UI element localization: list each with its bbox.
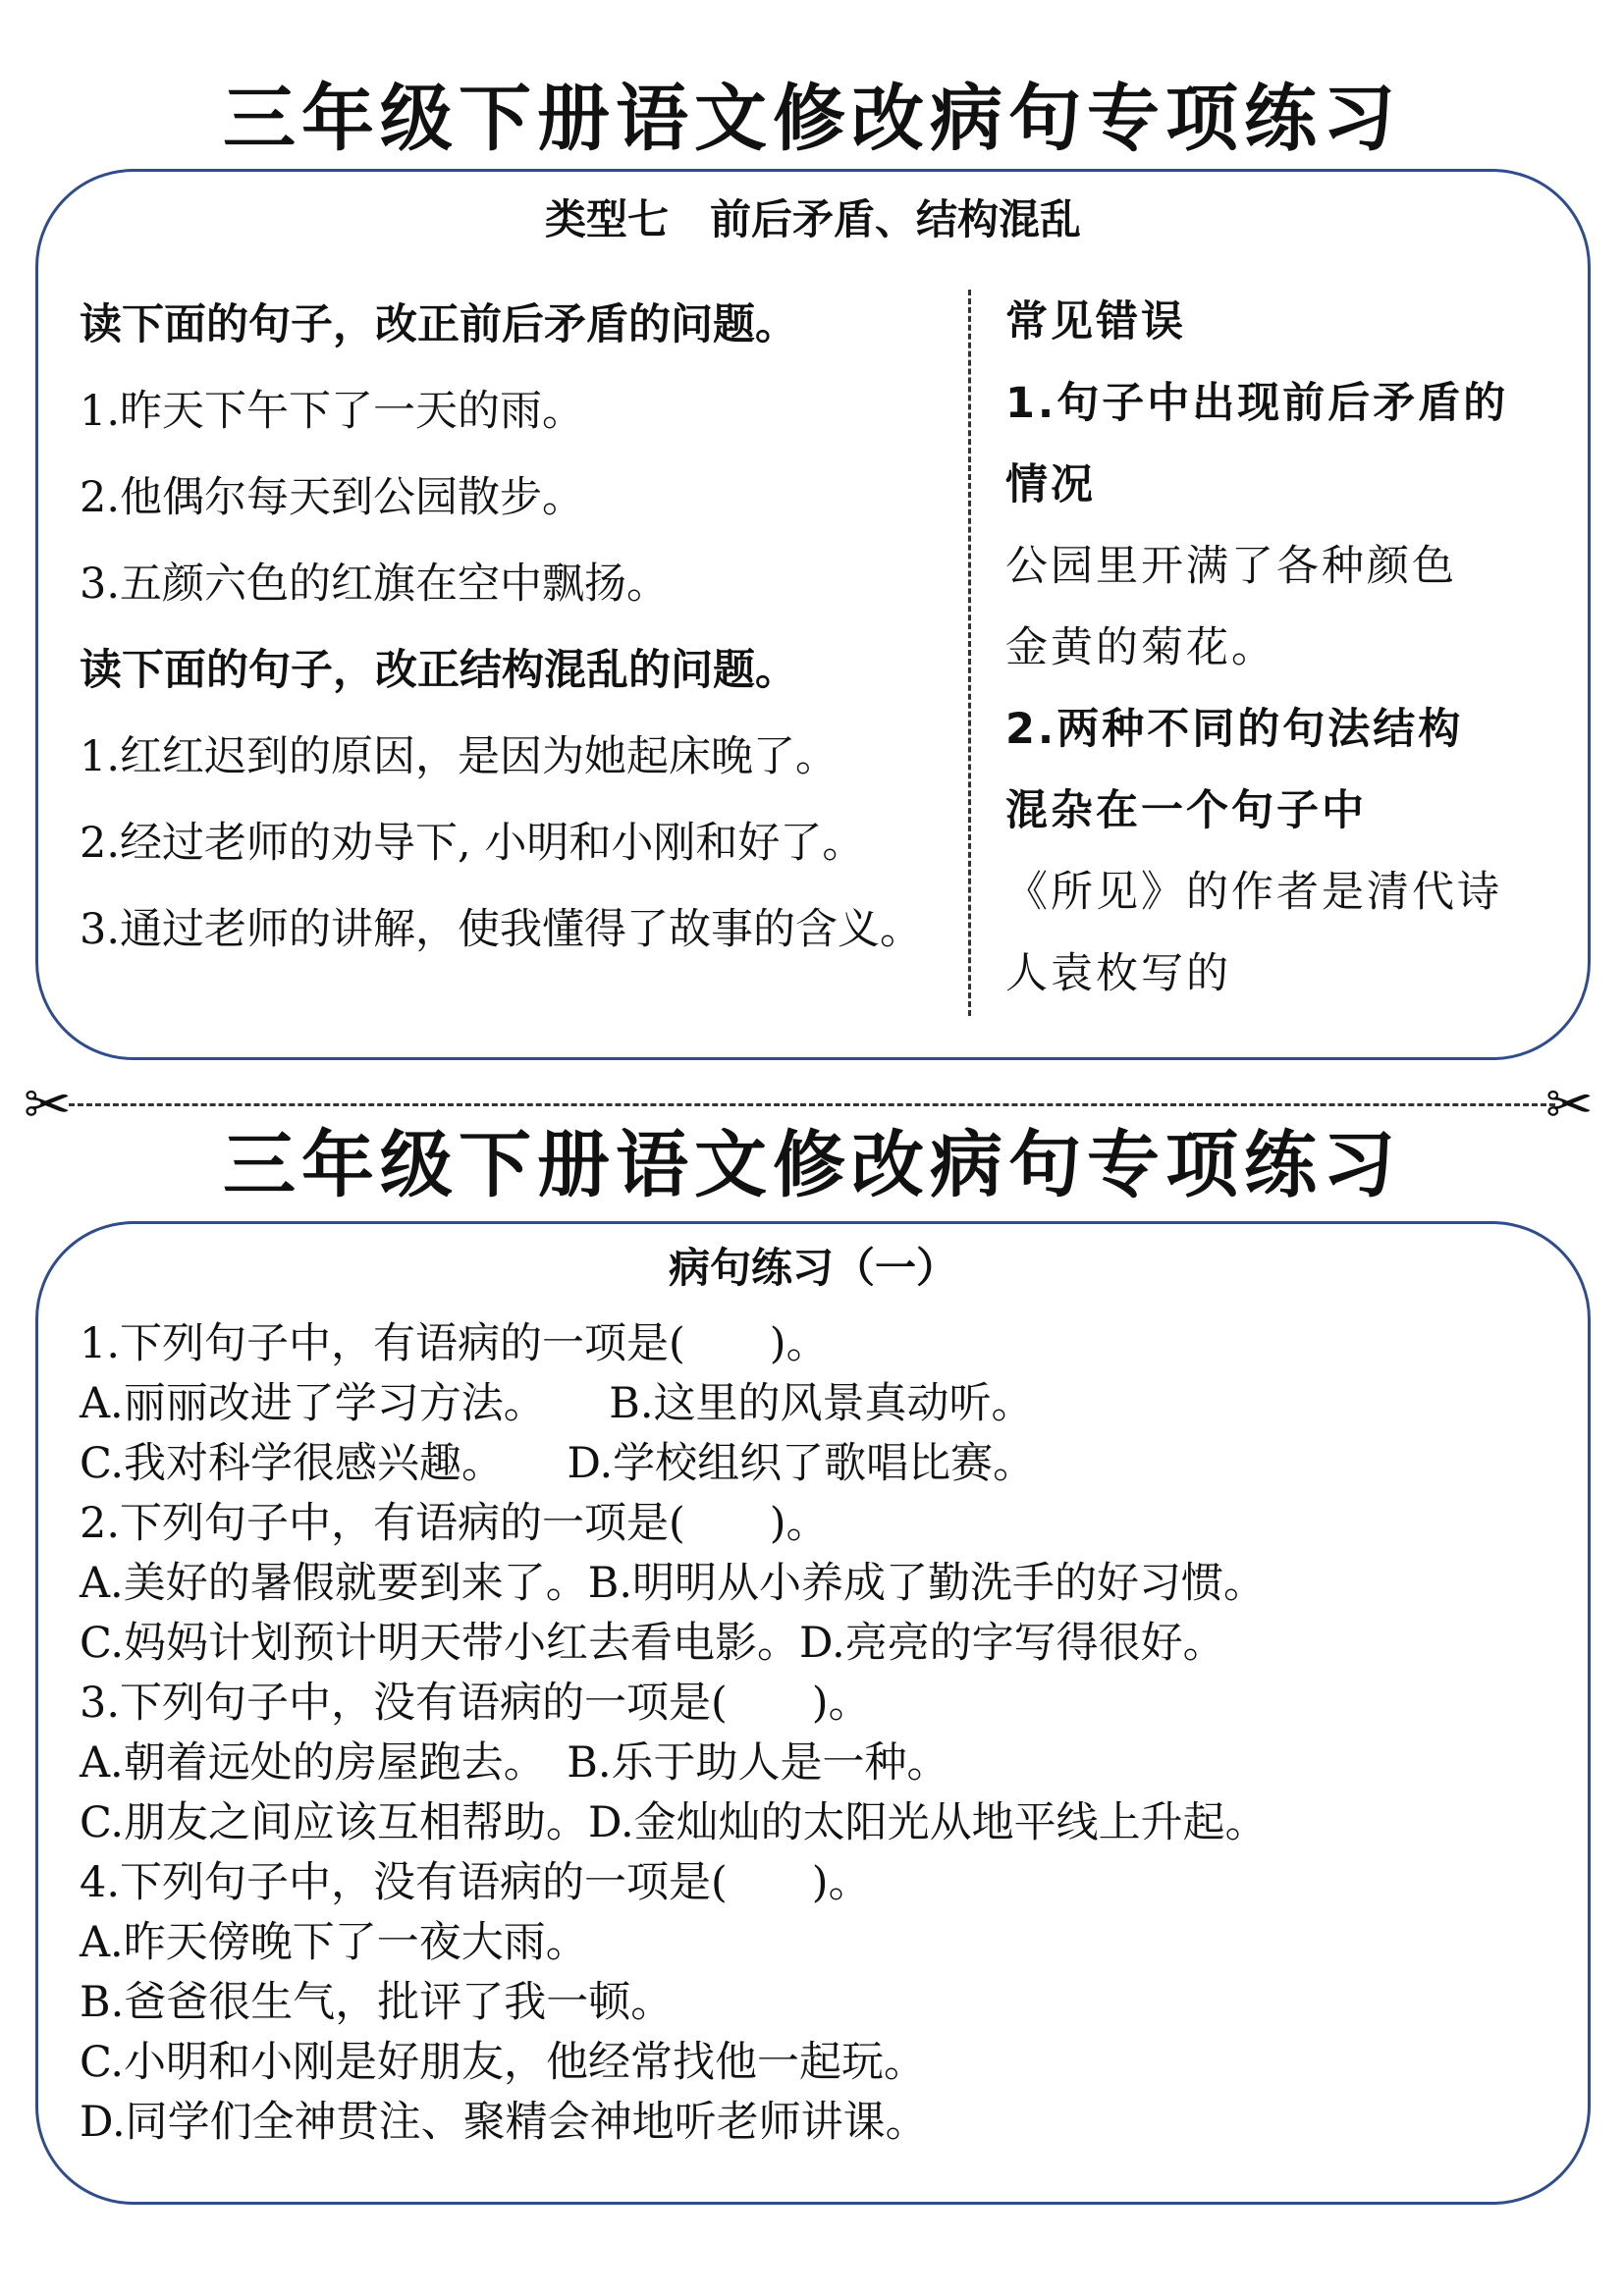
option-line: B.爸爸很生气，批评了我一顿。: [80, 1978, 674, 2027]
page-title-bottom: 三年级下册语文修改病句专项练习: [223, 1123, 1401, 1207]
scissors-icon: ✂: [1545, 1071, 1594, 1138]
option-line: C.朋友之间应该互相帮助。D.金灿灿的太阳光从地平线上升起。: [80, 1798, 1268, 1847]
cut-line: [69, 1103, 1555, 1106]
option-line: C.我对科学很感兴趣。 D.学校组织了歌唱比赛。: [80, 1439, 1036, 1488]
sentence-item: 2.他偶尔每天到公园散步。: [80, 473, 585, 522]
option-line: C.小明和小刚是好朋友，他经常找他一起玩。: [80, 2038, 927, 2087]
common-errors-heading: 常见错误: [1005, 297, 1186, 347]
error-point-1: 1.句子中出现前后矛盾的: [1005, 379, 1509, 428]
sentence-item: 3.五颜六色的红旗在空中飘扬。: [80, 560, 670, 609]
question-line: 3.下列句子中，没有语病的一项是( )。: [80, 1679, 871, 1728]
question-line: 4.下列句子中，没有语病的一项是( )。: [80, 1858, 871, 1907]
option-line: A.朝着远处的房屋跑去。 B.乐于助人是一种。: [80, 1738, 949, 1788]
error-point-2: 2.两种不同的句法结构: [1005, 705, 1464, 754]
scissors-icon: ✂: [24, 1071, 72, 1138]
sentence-item: 1.红红迟到的原因，是因为她起床晚了。: [80, 732, 839, 781]
error-example-1-cont: 金黄的菊花。: [1005, 623, 1276, 672]
error-point-2-cont: 混杂在一个句子中: [1005, 786, 1367, 835]
error-example-1: 公园里开满了各种颜色: [1005, 542, 1457, 591]
left-exercise-column: [80, 282, 993, 973]
option-line: C.妈妈计划预计明天带小红去看电影。D.亮亮的字写得很好。: [80, 1619, 1225, 1668]
question-list: [80, 1314, 1572, 2153]
exercise-card-type-seven: [35, 169, 1591, 1060]
common-errors-column: [1005, 282, 1575, 1015]
option-line: D.同学们全神贯注、聚精会神地听老师讲课。: [80, 2098, 928, 2147]
sentence-item: 2.经过老师的劝导下, 小明和小刚和好了。: [80, 819, 865, 868]
option-line: A.昨天傍晚下了一夜大雨。: [80, 1918, 588, 1967]
option-line: A.丽丽改进了学习方法。 B.这里的风景真动听。: [80, 1379, 1034, 1428]
exercise-card-practice-one: [35, 1221, 1591, 2205]
heading-structure: 读下面的句子，改正结构混乱的问题。: [80, 646, 797, 695]
question-line: 2.下列句子中，有语病的一项是( )。: [80, 1499, 829, 1548]
page-title-top: 三年级下册语文修改病句专项练习: [223, 77, 1401, 161]
column-divider: [968, 290, 971, 1016]
error-point-1-cont: 情况: [1005, 460, 1096, 509]
sentence-item: 1.昨天下午下了一天的雨。: [80, 387, 585, 436]
section-subtitle-practice: 病句练习（一）: [668, 1244, 957, 1292]
error-example-2: 《所见》的作者是清代诗: [1005, 868, 1502, 917]
option-line: A.美好的暑假就要到来了。B.明明从小养成了勤洗手的好习惯。: [80, 1559, 1266, 1608]
question-line: 1.下列句子中，有语病的一项是( )。: [80, 1319, 829, 1368]
sentence-item: 3.通过老师的讲解，使我懂得了故事的含义。: [80, 905, 923, 954]
section-subtitle-type-seven: 类型七 前后矛盾、结构混乱: [544, 195, 1081, 243]
error-example-2-cont: 人袁枚写的: [1005, 949, 1231, 998]
heading-contradiction: 读下面的句子，改正前后矛盾的问题。: [80, 300, 797, 349]
